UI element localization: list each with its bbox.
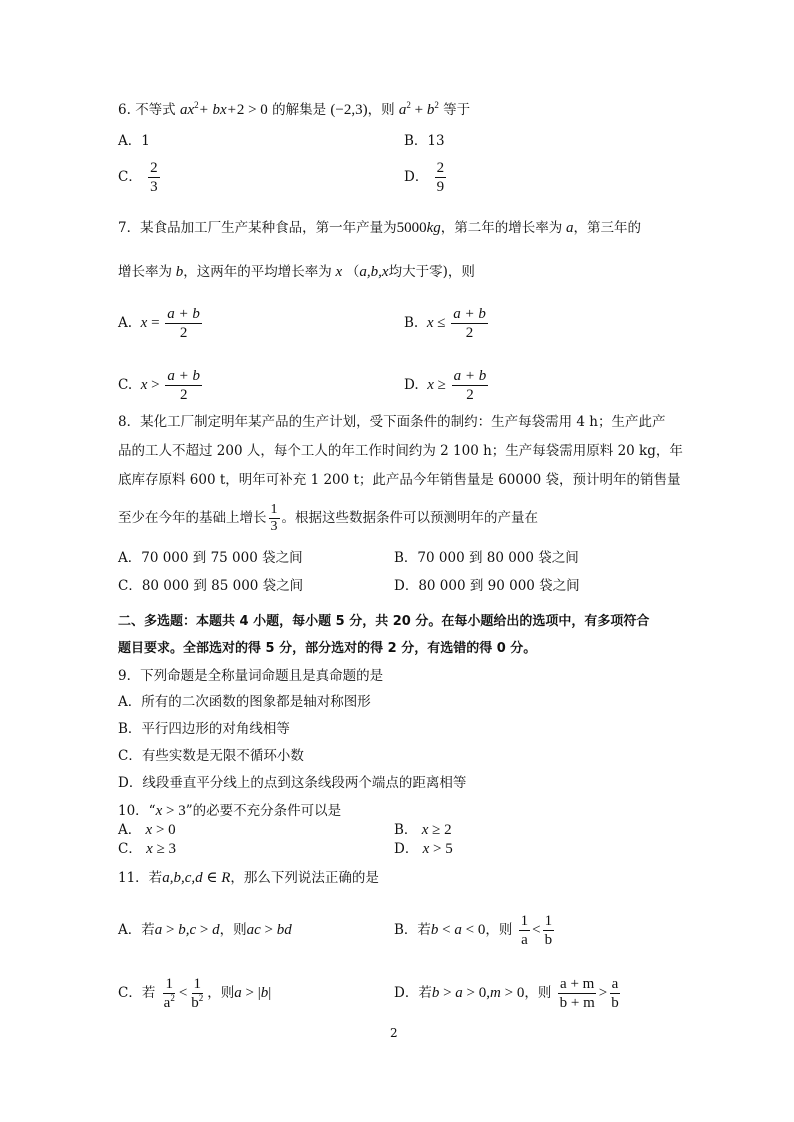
page-number: 2 (390, 1026, 398, 1040)
q9-option-d: D．线段垂直平分线上的点到这条线段两个端点的距离相等 (118, 775, 467, 791)
q7-stem-line2: 增长率为 b，这两年的平均增长率为 x （a,b,x均大于零)，则 (118, 264, 475, 280)
q11-option-a: A．若a > b,c > d，则ac > bd (118, 922, 292, 938)
q7-option-b: B. x ≤ $\frac{a + b}{2}$ (404, 306, 486, 341)
section2-heading-line1: 二、多选题：本题共 4 小题，每小题 5 分，共 20 分。在每小题给出的选项中，有多项符合 (118, 614, 650, 629)
q11-option-d: D．若b > a > 0,m > 0，则 $\frac{a + m}{b + m}$ > $\frac{a}{b}$ (394, 976, 619, 1011)
q8-option-a: A．70 000 到 75 000 袋之间 (118, 550, 303, 566)
q10-option-c: C． x ≥ 3 (118, 841, 177, 857)
q8-stem-line1: 8．某化工厂制定明年某产品的生产计划，受下面条件的制约：生产每袋需用 4 h；生产此产 (118, 414, 666, 430)
q6-option-a: A．1 (118, 133, 150, 149)
q7-option-c: C. x > $\frac{a + b}{2}$ (118, 368, 200, 403)
q8-option-c: C．80 000 到 85 000 袋之间 (118, 578, 304, 594)
q10-option-a: A． x > 0 (118, 822, 176, 838)
q10-option-b: B． x ≥ 2 (394, 822, 452, 838)
q6-option-c: C． $\frac{2}{3}$ (118, 160, 158, 195)
q8-stem-line2: 品的工人不超过 200 人，每个工人的年工作时间约为 2 100 h；生产每袋需用原料 20 kg，年 (118, 443, 683, 459)
q9-option-b: B．平行四边形的对角线相等 (118, 721, 290, 737)
q7-stem-line1: 7．某食品加工厂生产某种食品，第一年产量为5000kg，第二年的增长率为 a，第三年的 (118, 220, 642, 236)
q8-option-d: D．80 000 到 90 000 袋之间 (394, 578, 580, 594)
section2-heading-line2: 题目要求。全部选对的得 5 分，部分选对的得 2 分，有选错的得 0 分。 (118, 641, 537, 656)
q8-option-b: B．70 000 到 80 000 袋之间 (394, 550, 579, 566)
q9-option-c: C．有些实数是无限不循环小数 (118, 748, 304, 764)
q8-stem-line4: 至少在今年的基础上增长 $\frac{1}{3}$ 。根据这些数据条件可以预测明年的产量在 (118, 502, 538, 534)
q11-option-b: B．若b < a < 0，则 $\frac{1}{a}$ < $\frac{1}{b}$ (394, 913, 553, 948)
q6-option-d: D． $\frac{2}{9}$ (404, 160, 445, 195)
q11-option-c: C．若 $\frac{1}{a^2}$ < $\frac{1}{b^2}$ ，则a > |b| (118, 976, 272, 1011)
q9-option-a: A．所有的二次函数的图象都是轴对称图形 (118, 694, 371, 710)
q7-option-a: A. x = $\frac{a + b}{2}$ (118, 306, 200, 341)
q7-option-d: D. x ≥ $\frac{a + b}{2}$ (404, 368, 487, 403)
q6-option-b: B．13 (404, 133, 445, 149)
q6-stem: 6. 不等式 $ax^2+ bx+2 > 0$ 的解集是 (−2,3)，则 $a^2 + b^2$ 等于 (118, 100, 471, 118)
q10-option-d: D． x > 5 (394, 841, 453, 857)
q8-stem-line3: 底库存原料 600 t，明年可补充 1 200 t；此产品今年销售量是 60000 袋，预计明年的销售量 (118, 472, 681, 488)
q10-stem: 10．“x > 3”的必要不充分条件可以是 (118, 803, 342, 819)
q11-stem: 11．若a,b,c,d ∈ R，那么下列说法正确的是 (118, 870, 379, 886)
q9-stem: 9．下列命题是全称量词命题且是真命题的是 (118, 668, 384, 684)
